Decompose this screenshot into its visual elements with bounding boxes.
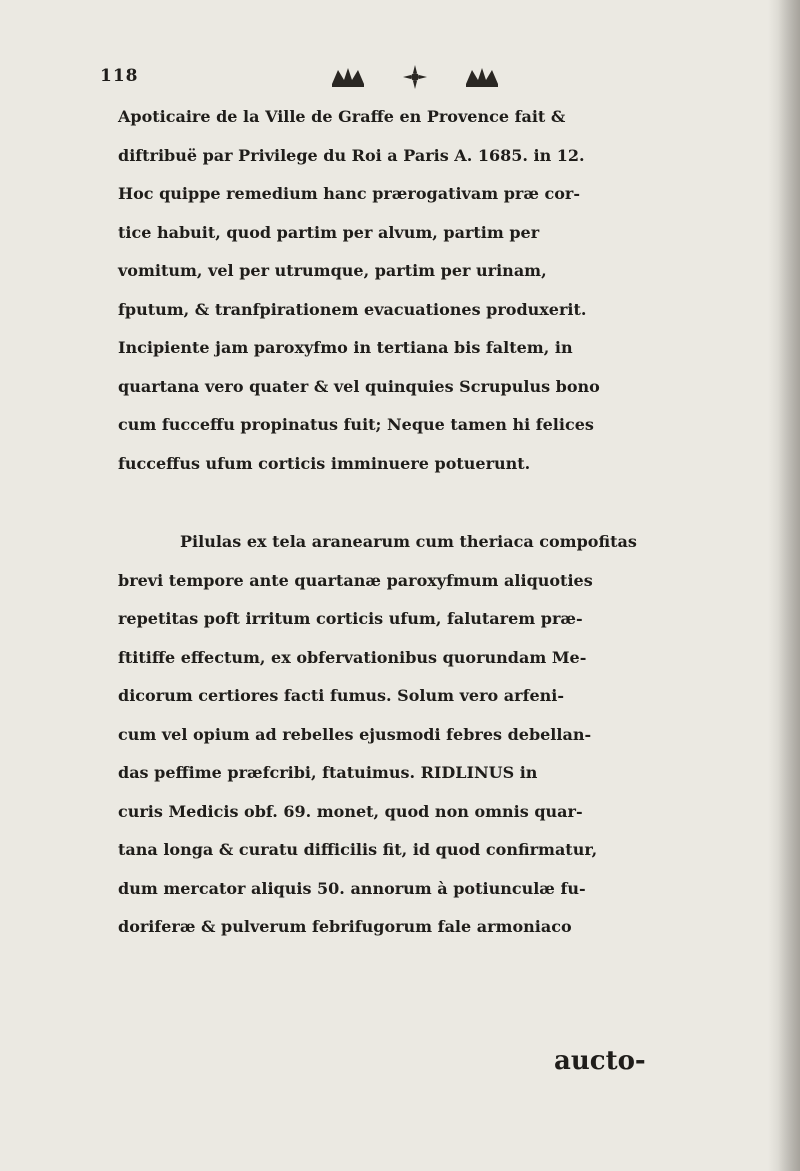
crown-ornament-icon — [464, 66, 500, 88]
crown-ornament-icon — [330, 66, 366, 88]
text-line: curis Medicis obf. 69. monet, quod non omnis quar- — [118, 801, 583, 821]
text-line: dum mercator aliquis 50. annorum à potiunculæ fu- — [118, 878, 586, 898]
text-line: fputum, & tranfpirationem evacuationes produxerit. — [118, 299, 587, 319]
text-line: brevi tempore ante quartanæ paroxyfmum aliquoties — [118, 570, 593, 590]
catchword: aucto- — [554, 1046, 646, 1076]
text-line: Apoticaire de la Ville de Graffe en Provence fait & — [118, 107, 566, 126]
text-line: fucceffus ufum corticis imminuere potuerunt. — [118, 453, 531, 473]
text-line: tice habuit, quod partim per alvum, partim per — [118, 222, 540, 242]
header-ornaments — [330, 64, 500, 90]
text-line: Incipiente jam paroxyfmo in tertiana bis faltem, in — [118, 338, 573, 357]
text-line: cum vel opium ad rebelles ejusmodi febres debellan- — [118, 724, 592, 744]
text-line: repetitas poft irritum corticis ufum, falutarem præ- — [118, 609, 583, 628]
text-line: das peffime præfcribi, ftatuimus. RIDLINUS in — [118, 763, 538, 782]
text-line: tana longa & curatu difficilis fit, id quod confirmatur, — [118, 840, 598, 859]
text-line: Pilulas ex tela aranearum cum theriaca compofitas — [180, 532, 637, 551]
text-line: Hoc quippe remedium hanc prærogativam præ cor- — [118, 184, 580, 203]
text-line: quartana vero quater & vel quinquies Scrupulus bono — [118, 376, 600, 396]
paragraph-1 — [118, 98, 790, 483]
body-text — [118, 98, 790, 947]
page-number: 118 — [100, 66, 139, 86]
text-line: ftitiffe effectum, ex obfervationibus quorundam Me- — [118, 647, 587, 667]
text-line: dicorum certiores facti fumus. Solum vero arfeni- — [118, 686, 564, 705]
flower-ornament-icon — [400, 65, 430, 89]
page-header — [100, 64, 700, 94]
text-line: doriferæ & pulverum febrifugorum fale armoniaco — [118, 917, 572, 936]
text-line: vomitum, vel per utrumque, partim per urinam, — [118, 261, 547, 280]
text-line: diftribuë par Privilege du Roi a Paris A. 1685. in 12. — [118, 145, 585, 165]
text-line: cum fucceffu propinatus fuit; Neque tamen hi felices — [118, 415, 594, 434]
paragraph-2 — [118, 523, 790, 947]
